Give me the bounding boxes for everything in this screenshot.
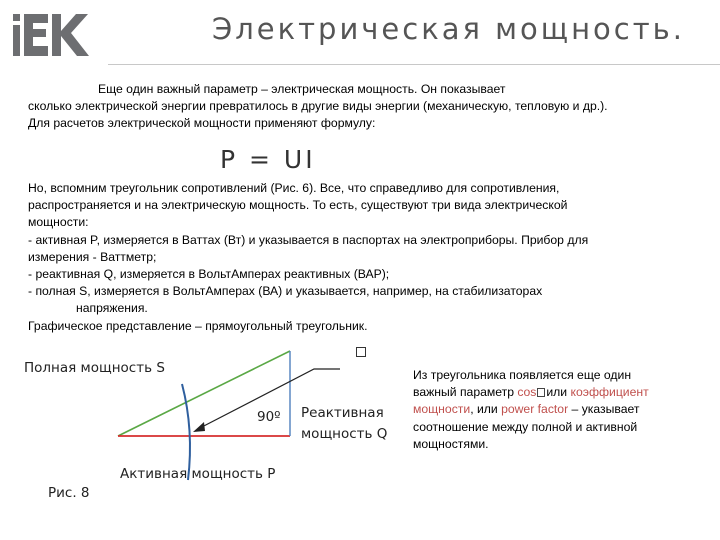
body-line: напряжения. (76, 301, 148, 316)
side-line-1: Из треугольника появляется еще один (413, 368, 632, 382)
missing-glyph-box (537, 388, 545, 397)
logo-dot (13, 14, 20, 21)
iek-logo (12, 12, 98, 58)
full-power-label: Полная мощность S (24, 360, 165, 376)
side-line-2 (413, 384, 649, 401)
intro-line-1: Еще один важный параметр – электрическая мощность. Он показывает (98, 82, 506, 96)
reactive-power-label-line-1: Реактивная (301, 405, 384, 421)
logo-letter-e (24, 14, 48, 56)
body-line: Но, вспомним треугольник сопротивлений (Рис. 6). Все, что справедливо для сопротивления, (28, 181, 560, 195)
power-formula: P = UI (220, 145, 316, 174)
side-line-5: мощностями. (413, 436, 489, 451)
body-line: - полная S, измеряется в ВольтАмперах (ВА) и указывается, например, на стабилизаторах (28, 284, 543, 299)
side-text-segment: – указывает (568, 402, 640, 417)
logo-letter-i (13, 25, 20, 56)
body-line: распространяется и на электрическую мощность. То есть, существуют три вида электрической (28, 198, 568, 213)
body-line: - реактивная Q, измеряется в ВольтАмперах реактивных (ВАР); (28, 267, 390, 282)
body-line: мощности: (28, 215, 89, 230)
coefficient-term: коэффициент (570, 385, 649, 400)
missing-glyph-box (356, 347, 366, 357)
figure-caption: Рис. 8 (48, 485, 90, 501)
reactive-power-label-line-2: мощность Q (301, 426, 388, 442)
intro-line-3: Для расчетов электрической мощности применяют формулу: (28, 116, 376, 130)
power-term: мощности (413, 402, 471, 417)
body-line: измерения - Ваттметр; (28, 249, 157, 264)
intro-line-2: сколько электрической энергии превратилось в другие виды энергии (механическую, тепловую и др.). (28, 99, 608, 113)
side-text-segment: важный параметр (413, 385, 518, 400)
side-text-segment: или (546, 385, 571, 400)
logo-letter-k (52, 14, 89, 56)
side-line-4: соотношение между полной и активной (413, 419, 638, 434)
cos-term: cos (517, 385, 537, 400)
body-line: Графическое представление – прямоугольный треугольник. (28, 318, 368, 333)
side-line-3 (413, 401, 649, 418)
power-factor-term: power factor (501, 402, 569, 417)
arrowhead (193, 422, 205, 432)
angle-label: 90º (257, 409, 281, 425)
active-power-label: Активная мощность P (120, 466, 276, 482)
header-divider (108, 64, 720, 65)
body-text (28, 180, 588, 335)
body-line: - активная P, измеряется в Ваттах (Вт) и указывается в паспортах на электроприборы. Прибор для (28, 232, 589, 247)
side-explanation (413, 367, 649, 453)
page-title: Электрическая мощность. (212, 12, 685, 46)
side-text-segment: , или (470, 402, 502, 417)
